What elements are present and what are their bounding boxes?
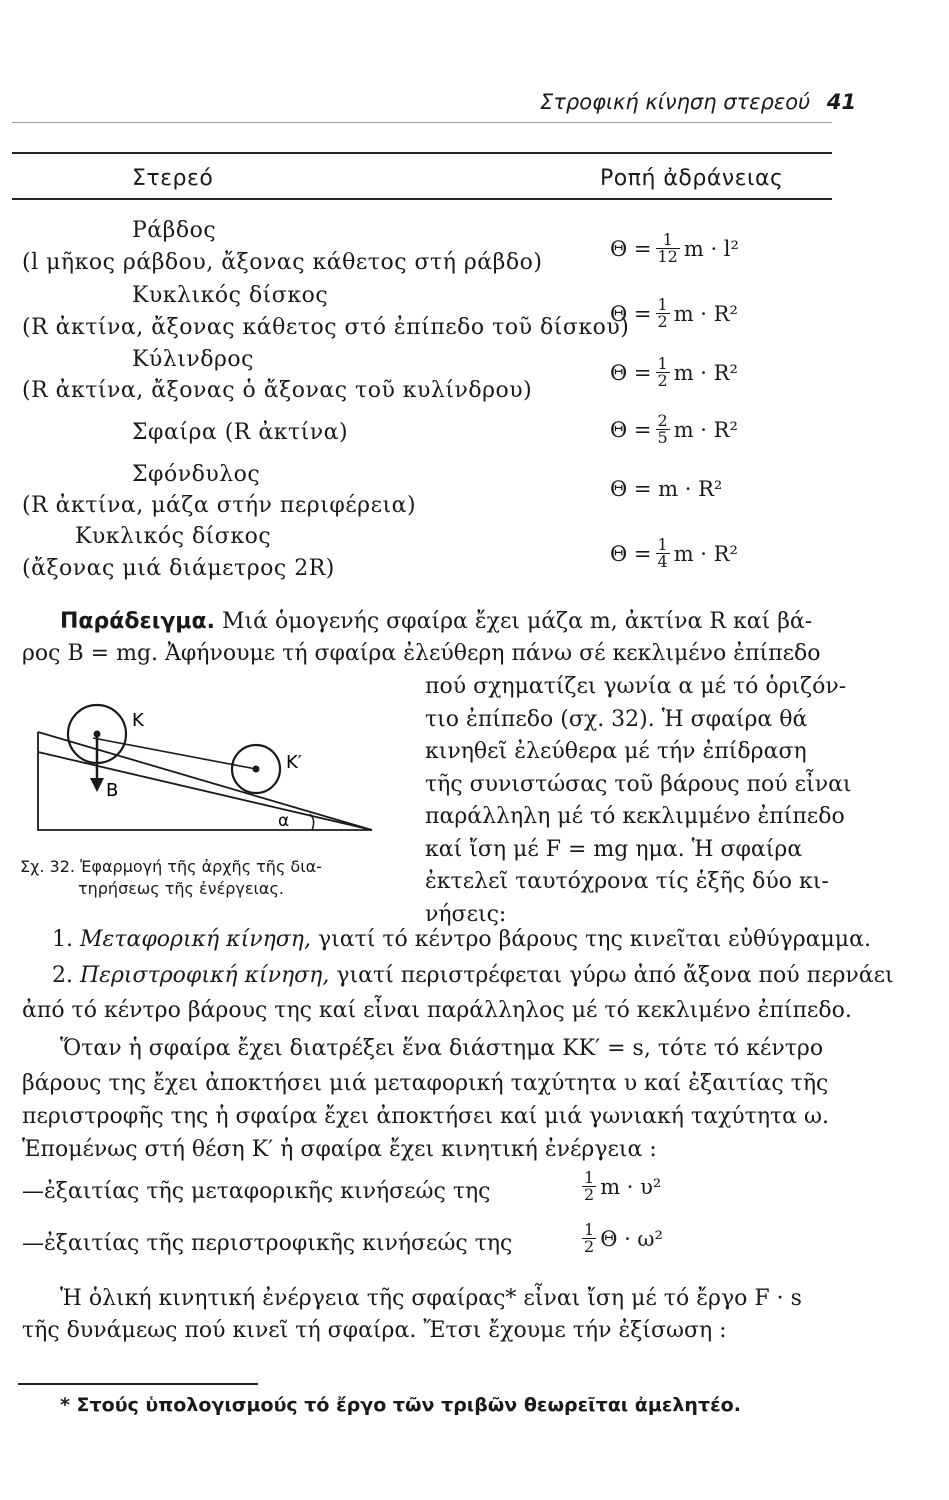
fraction: $\frac{1}{2}$ (584, 1220, 595, 1256)
label-k-prime: K′ (286, 752, 302, 773)
row-disk-formula: Θ = $\frac{1}{2}$ m · R² (610, 295, 738, 331)
header-title: Στροφική κίνηση στερεού (540, 90, 811, 114)
table-top-rule (12, 152, 832, 154)
row-sphere-formula: Θ = $\frac{2}{5}$ m · R² (610, 411, 738, 447)
example-line-2: ρος B = mg. Ἀφήνουμε τή σφαίρα ἐλεύθερη πάνω σέ κεκλιμένο ἐπίπεδο (22, 641, 821, 666)
row-cylinder-detail: (R ἀκτίνα, ἄξονας ὁ ἄξονας τοῦ κυλίνδρου) (22, 378, 533, 403)
fraction: $\frac{1}{2}$ (657, 354, 668, 390)
footnote-rule (18, 1383, 258, 1385)
row-sphere-name: Σφαίρα (R ἀκτίνα) (132, 420, 349, 445)
row-disk2-formula: Θ = $\frac{1}{4}$ m · R² (610, 535, 738, 571)
closing-line-2: τῆς δυνάμεως πού κινεῖ τή σφαίρα. Ἔτσι ἔχουμε τήν ἐξίσωση : (22, 1318, 727, 1343)
row-rod-formula: Θ = $\frac{1}{12}$ m · l² (610, 230, 739, 266)
paragraph-line-1: Ὅταν ἡ σφαίρα ἔχει διατρέξει ἕνα διάστημα KK′ = s, τότε τό κέντρο (60, 1036, 824, 1061)
caption-line-1: Σχ. 32. Ἐφαρμογή τῆς ἀρχῆς τῆς δια- (20, 857, 322, 876)
energy-line-2-text: —ἐξαιτίας τῆς περιστροφικῆς κινήσεώς της (22, 1231, 513, 1256)
example-line-1: Παράδειγμα. Μιά ὁμογενής σφαίρα ἔχει μάζα m, ἀκτίνα R καί βά- (60, 609, 813, 634)
list-item-2: 2. Περιστροφική κίνηση, γιατί περιστρέφεται γύρω ἀπό ἄξονα πού περνάει (52, 963, 894, 988)
fraction: $\frac{2}{5}$ (657, 411, 668, 447)
paragraph-line-2: βάρους της ἔχει ἀποκτήσει μιά μεταφορική ταχύτητα υ καί ἐξαιτίας τῆς (22, 1071, 829, 1096)
row-rod-name: Ράβδος (132, 218, 217, 243)
row-disk-name: Κυκλικός δίσκος (132, 283, 329, 308)
footnote: * Στούς ὑπολογισμούς τό ἔργο τῶν τριβῶν θεωρεῖται ἀμελητέο. (60, 1394, 741, 1416)
paragraph-line-4: Ἑπομένως στή θέση K′ ἡ σφαίρα ἔχει κινητική ἐνέργεια : (22, 1137, 657, 1162)
caption-line-2: τηρήσεως τῆς ἐνέργειας. (78, 879, 284, 898)
incline-surface (38, 752, 372, 830)
row-ring-formula: Θ = m · R² (610, 477, 723, 501)
fraction: $\frac{1}{4}$ (657, 535, 668, 571)
incline-outline (38, 732, 372, 830)
row-ring-detail: (R ἀκτίνα, μάζα στήν περιφέρεια) (22, 493, 417, 518)
running-header (540, 90, 856, 114)
table-header-rule (12, 198, 832, 200)
row-disk-detail: (R ἀκτίνα, ἄξονας κάθετος στό ἐπίπεδο τοῦ δίσκου) (22, 315, 630, 340)
energy-line-1-text: —ἐξαιτίας τῆς μεταφορικῆς κινήσεώς της (22, 1179, 491, 1204)
fraction: $\frac{1}{2}$ (584, 1168, 595, 1204)
label-angle: α (278, 811, 290, 831)
label-b: B (106, 780, 119, 801)
row-disk2-detail: (ἄξονας μιά διάμετρος 2R) (22, 556, 335, 581)
col-header-inertia: Ροπή ἀδράνειας (600, 166, 784, 191)
energy-line-1-formula: $\frac{1}{2}$ m · υ² (584, 1168, 662, 1204)
paragraph-line-3: περιστροφῆς της ἡ σφαίρα ἔχει ἀποκτήσει καί μιά γωνιακή ταχύτητα ω. (22, 1104, 829, 1129)
row-cylinder-formula: Θ = $\frac{1}{2}$ m · R² (610, 354, 738, 390)
label-k: K (132, 710, 144, 731)
col-header-solid: Στερεό (132, 166, 214, 191)
fraction: $\frac{1}{2}$ (657, 295, 668, 331)
page-number: 41 (826, 90, 857, 114)
list-item-1: 1. Μεταφορική κίνηση, γιατί τό κέντρο βάρους της κινεῖται εὐθύγραμμα. (52, 927, 871, 952)
figure-caption (20, 856, 322, 900)
example-right-column: πού σχηματίζει γωνία α μέ τό ὁριζόν- τιο ἐπίπεδο (σχ. 32). Ἡ σφαίρα θά κινηθεῖ ἐλεύθερα μέ τήν ἐπίδραση τῆς συνιστώσας τοῦ βάρους πού εἶναι παράλληλη μέ τό κεκλιμμένο ἐπίπεδο καί ἴση μέ F = mg ημα. Ἡ σφαίρα ἐκτελεῖ ταυτόχρονα τίς ἑξῆς δύο κι- νήσεις: (425, 674, 852, 927)
row-ring-name: Σφόνδυλος (132, 462, 261, 487)
header-rule (12, 122, 832, 123)
row-cylinder-name: Κύλινδρος (132, 347, 254, 372)
list-item-2-cont: ἀπό τό κέντρο βάρους της καί εἶναι παράλληλος μέ τό κεκλιμένο ἐπίπεδο. (22, 998, 852, 1023)
weight-arrow-head (90, 778, 104, 792)
energy-line-2-formula: $\frac{1}{2}$ Θ · ω² (584, 1220, 663, 1256)
example-label: Παράδειγμα. (60, 609, 215, 634)
row-rod-detail: (l μῆκος ράβδου, ἄξονας κάθετος στή ράβδο) (22, 250, 543, 275)
row-disk2-name: Κυκλικός δίσκος (75, 524, 272, 549)
figure-incline (20, 690, 400, 840)
closing-line-1: Ἡ ὁλική κινητική ἐνέργεια τῆς σφαίρας* εἶναι ἴση μέ τό ἔργο F · s (60, 1286, 802, 1311)
sphere-end-center (253, 766, 260, 773)
fraction: $\frac{1}{12}$ (657, 230, 678, 266)
